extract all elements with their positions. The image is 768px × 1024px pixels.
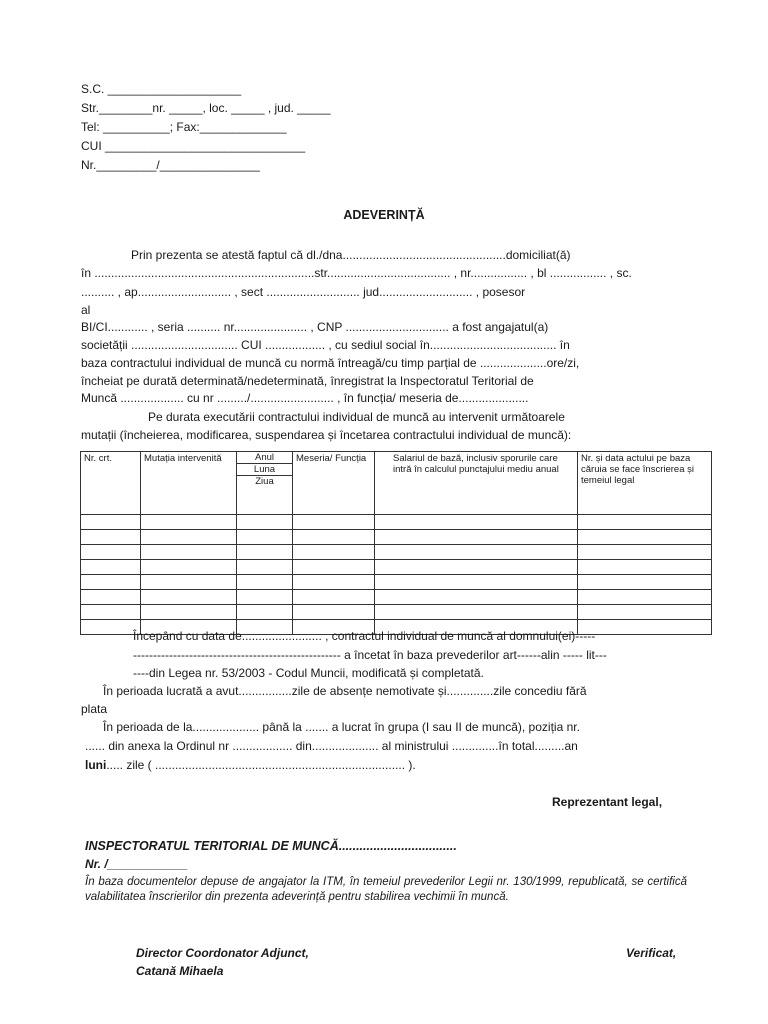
table-cell: [141, 545, 237, 560]
table-cell: [375, 560, 578, 575]
table-cell: [141, 530, 237, 545]
legal-representative-label: Reprezentant legal,: [552, 795, 663, 809]
col-anul: Anul: [237, 452, 292, 464]
body-line-3: .......... , ap............................ , sect ............................ jud............................ , posesor: [81, 285, 526, 299]
itm-title: INSPECTORATUL TERITORIAL DE MUNCĂ..................................: [85, 839, 457, 853]
table-cell: [81, 560, 141, 575]
body-line-6: societății ................................ CUI .................. , cu sediul social în...................................... în: [81, 338, 570, 352]
mutations-table: [80, 451, 712, 635]
table-cell: [578, 545, 712, 560]
table-cell: [81, 575, 141, 590]
table-cell: [293, 605, 375, 620]
table-cell: [81, 515, 141, 530]
table-cell: [293, 590, 375, 605]
director-name: Catană Mihaela: [136, 964, 224, 978]
after-line-8: [85, 758, 416, 773]
table-row: [81, 605, 712, 620]
table-cell: [81, 530, 141, 545]
col-actul: Nr. și data actului pe baza căruia se face înscrierea și temeiul legal: [578, 452, 712, 515]
registration-number-line: Nr._________/_______________: [81, 158, 260, 172]
after-line-2: ---------------------------------------------------- a încetat în baza prevederilor art------alin ----- lit---: [133, 648, 607, 662]
director-title: Director Coordonator Adjunct,: [136, 946, 309, 960]
cui-line: CUI ______________________________: [81, 139, 306, 153]
table-row: [81, 515, 712, 530]
col-nr-crt: Nr. crt.: [81, 452, 141, 515]
body-line-5: BI/CI............ , seria .......... nr...................... , CNP ............................... a fost angajatul(a): [81, 320, 549, 334]
body-line-7: baza contractului individual de muncă cu normă întreagă/cu timp parțial de ....................ore/zi,: [81, 356, 580, 370]
table-cell: [375, 515, 578, 530]
col-luna: Luna: [237, 464, 292, 476]
table-cell: [81, 545, 141, 560]
table-row: [81, 545, 712, 560]
table-cell: [293, 515, 375, 530]
table-cell: [237, 560, 293, 575]
table-cell: [578, 620, 712, 635]
page-title: ADEVERINȚĂ: [343, 208, 425, 222]
table-cell: [578, 515, 712, 530]
table-cell: [141, 575, 237, 590]
table-cell: [237, 605, 293, 620]
table-cell: [578, 530, 712, 545]
after-line-4: În perioada lucrată a avut................zile de absențe nemotivate și..............zile concediu fără: [103, 684, 587, 698]
col-mutatia: Mutația intervenită: [141, 452, 237, 515]
table-cell: [375, 545, 578, 560]
table-cell: [578, 560, 712, 575]
table-row: [81, 560, 712, 575]
body-line-9: Muncă ................... cu nr ........./......................... , în funcția/ meseria de.....................: [81, 391, 529, 405]
table-cell: [141, 560, 237, 575]
table-cell: [293, 560, 375, 575]
table-row: [81, 575, 712, 590]
table-cell: [81, 620, 141, 635]
table-cell: [237, 575, 293, 590]
table-cell: [237, 545, 293, 560]
table-cell: [237, 590, 293, 605]
table-cell: [578, 590, 712, 605]
table-row: [81, 590, 712, 605]
address-line: Str.________nr. _____, loc. _____ , jud. _____: [81, 101, 331, 115]
table-row: [81, 530, 712, 545]
body-line-11: mutații (încheierea, modificarea, suspendarea și încetarea contractului individual de muncă):: [81, 428, 572, 442]
table-header-row: [81, 452, 712, 515]
table-cell: [293, 545, 375, 560]
after-line-1: Începând cu data de........................ , contractul individual de muncă al domnului(ei)-----: [133, 629, 596, 643]
table-cell: [375, 575, 578, 590]
verified-label: Verificat,: [626, 946, 677, 960]
table-cell: [81, 590, 141, 605]
body-line-2: în ..................................................................str..................................... , nr................. , bl ................. , sc.: [81, 266, 632, 280]
col-meseria: Meseria/ Funcția: [293, 452, 375, 515]
itm-certification-text: În baza documentelor depuse de angajator la ITM, în temeiul prevederilor Legii nr. 130/1999, republicată, se certifică valabilitatea înscrierilor din prezenta adeverință pentru stabilirea vechimii în muncă.: [85, 876, 687, 903]
table-cell: [141, 515, 237, 530]
table-cell: [578, 575, 712, 590]
table-cell: [81, 605, 141, 620]
body-line-10: Pe durata executării contractului individual de muncă au intervenit următoarele: [148, 410, 565, 424]
after-line-6: În perioada de la.................... până la ....... a lucrat în grupa (I sau II de muncă), poziția nr.: [103, 720, 580, 734]
after-line-5: plata: [81, 702, 108, 716]
table-cell: [141, 605, 237, 620]
table-cell: [578, 605, 712, 620]
table-cell: [237, 515, 293, 530]
luni-label: luni: [85, 758, 107, 772]
itm-number: Nr. /____________: [85, 857, 188, 871]
table-cell: [141, 590, 237, 605]
table-cell: [375, 605, 578, 620]
phone-fax-line: Tel: __________; Fax:_____________: [81, 120, 287, 134]
table-cell: [375, 590, 578, 605]
col-salariul: Salariul de bază, inclusiv sporurile care intră în calculul punctajului mediu anual: [375, 452, 578, 515]
col-ziua: Ziua: [255, 476, 274, 487]
after-line-7: ...... din anexa la Ordinul nr .................. din.................... al ministrului ..............în total.........an: [85, 739, 578, 753]
company-line: S.C. ____________________: [81, 82, 242, 96]
col-date: [237, 452, 293, 515]
after-line-3: ----din Legea nr. 53/2003 - Codul Muncii, modificată și completată.: [133, 666, 484, 680]
table-cell: [293, 530, 375, 545]
body-line-4: al: [81, 303, 91, 317]
table-cell: [293, 575, 375, 590]
body-line-8: încheiat pe durată determinată/nedeterminată, înregistrat la Inspectoratul Teritorial de: [81, 374, 534, 388]
after-line-8-text: ..... zile ( ........................................................................... ).: [106, 758, 416, 772]
table-cell: [375, 530, 578, 545]
body-line-1: Prin prezenta se atestă faptul că dl./dna.................................................domiciliat(ă): [131, 248, 571, 262]
table-cell: [237, 530, 293, 545]
